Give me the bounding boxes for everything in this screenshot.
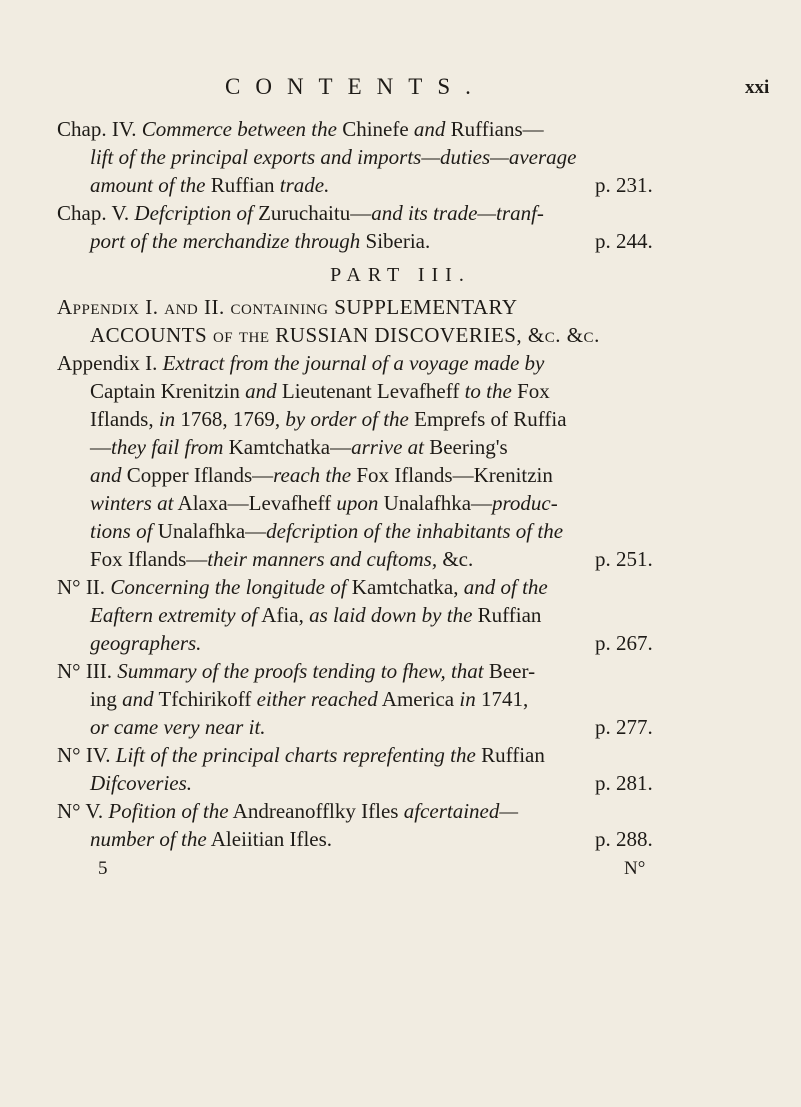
toc-text: amount of the Ruffian trade. xyxy=(90,173,330,197)
toc-line: Appendix I. Extract from the journal of a voyage made by xyxy=(57,351,545,375)
toc-text: Pofition of the Andreanofflky Ifles afcertained— xyxy=(108,799,519,823)
page-ref: p. 277. xyxy=(595,715,653,739)
toc-line xyxy=(90,406,567,432)
toc-line xyxy=(90,714,266,740)
signature-mark: 5 xyxy=(98,858,108,879)
toc-line xyxy=(90,518,563,544)
toc-line xyxy=(90,602,541,628)
toc-text: Captain Krenitzin and Lieutenant Levafheff to the Fox xyxy=(90,379,550,403)
page-title: CONTENTS. xyxy=(225,74,486,99)
toc-text: —they fail from Kamtchatka—arrive at Beering's xyxy=(90,435,508,459)
toc-line xyxy=(90,630,201,656)
toc-text: Fox Iflands—their manners and cuftoms, &c. xyxy=(90,547,474,571)
toc-text: Iflands, in 1768, 1769, by order of the Emprefs of Ruffia xyxy=(90,407,567,431)
toc-line: N° II. Concerning the longitude of Kamtchatka, and of the xyxy=(57,575,548,599)
toc-text: or came very near it. xyxy=(90,715,266,739)
toc-text: Summary of the proofs tending to fhew, that Beer- xyxy=(117,659,536,683)
toc-text: and Copper Iflands—reach the Fox Iflands—Krenitzin xyxy=(90,463,553,487)
toc-line xyxy=(90,546,473,572)
toc-line xyxy=(90,686,528,712)
toc-line: ACCOUNTS of the RUSSIAN DISCOVERIES, &c. &c. xyxy=(90,323,600,347)
toc-line: Chap. V. Defcription of Zuruchaitu—and its trade—tranf- xyxy=(57,201,544,225)
toc-line: N° III. Summary of the proofs tending to fhew, that Beer- xyxy=(57,659,536,683)
toc-line: N° IV. Lift of the principal charts reprefenting the Ruffian xyxy=(57,743,545,767)
catchword: N° xyxy=(624,858,646,879)
toc-text: lift of the principal exports and imports—duties—average xyxy=(90,145,577,169)
page-number: xxi xyxy=(745,77,770,98)
toc-line xyxy=(90,826,332,852)
toc-text: number of the Aleiitian Ifles. xyxy=(90,827,333,851)
toc-text: tions of Unalafhka—defcription of the inhabitants of the xyxy=(90,519,564,543)
toc-line xyxy=(90,462,553,488)
toc-text: geographers. xyxy=(90,631,202,655)
toc-line xyxy=(90,490,558,516)
toc-text: Eaftern extremity of Afia, as laid down by the Ruffian xyxy=(90,603,542,627)
toc-text: Lift of the principal charts reprefenting the Ruffian xyxy=(115,743,545,767)
toc-text: Commerce between the Chinefe and Ruffians— xyxy=(141,117,544,141)
toc-line: N° V. Pofition of the Andreanofflky Ifles afcertained— xyxy=(57,799,519,823)
toc-line xyxy=(90,434,508,460)
toc-line xyxy=(90,228,430,254)
page-ref: p. 281. xyxy=(595,771,653,795)
page-ref: p. 288. xyxy=(595,827,653,851)
toc-text: Defcription of Zuruchaitu—and its trade—tranf- xyxy=(134,201,544,225)
toc-text: Extract from the journal of a voyage made by xyxy=(162,351,545,375)
toc-line: Chap. IV. Commerce between the Chinefe and Ruffians— xyxy=(57,117,544,141)
toc-text: Concerning the longitude of Kamtchatka, and of the xyxy=(110,575,548,599)
toc-text: port of the merchandize through Siberia. xyxy=(90,229,431,253)
page-ref: p. 231. xyxy=(595,173,653,197)
toc-line xyxy=(90,770,192,796)
toc-text: winters at Alaxa—Levafheff upon Unalafhka—produc- xyxy=(90,491,558,515)
toc-line: Appendix I. and II. containing SUPPLEMENTARY xyxy=(57,295,518,319)
page-ref: p. 244. xyxy=(595,229,653,253)
part-heading: PART III. xyxy=(330,264,471,286)
toc-line xyxy=(90,172,329,198)
page-ref: p. 251. xyxy=(595,547,653,571)
toc-line xyxy=(90,378,550,404)
page-ref: p. 267. xyxy=(595,631,653,655)
toc-text: Difcoveries. xyxy=(90,771,193,795)
toc-line xyxy=(90,144,576,170)
toc-text: ing and Tfchirikoff either reached America in 1741, xyxy=(90,687,529,711)
